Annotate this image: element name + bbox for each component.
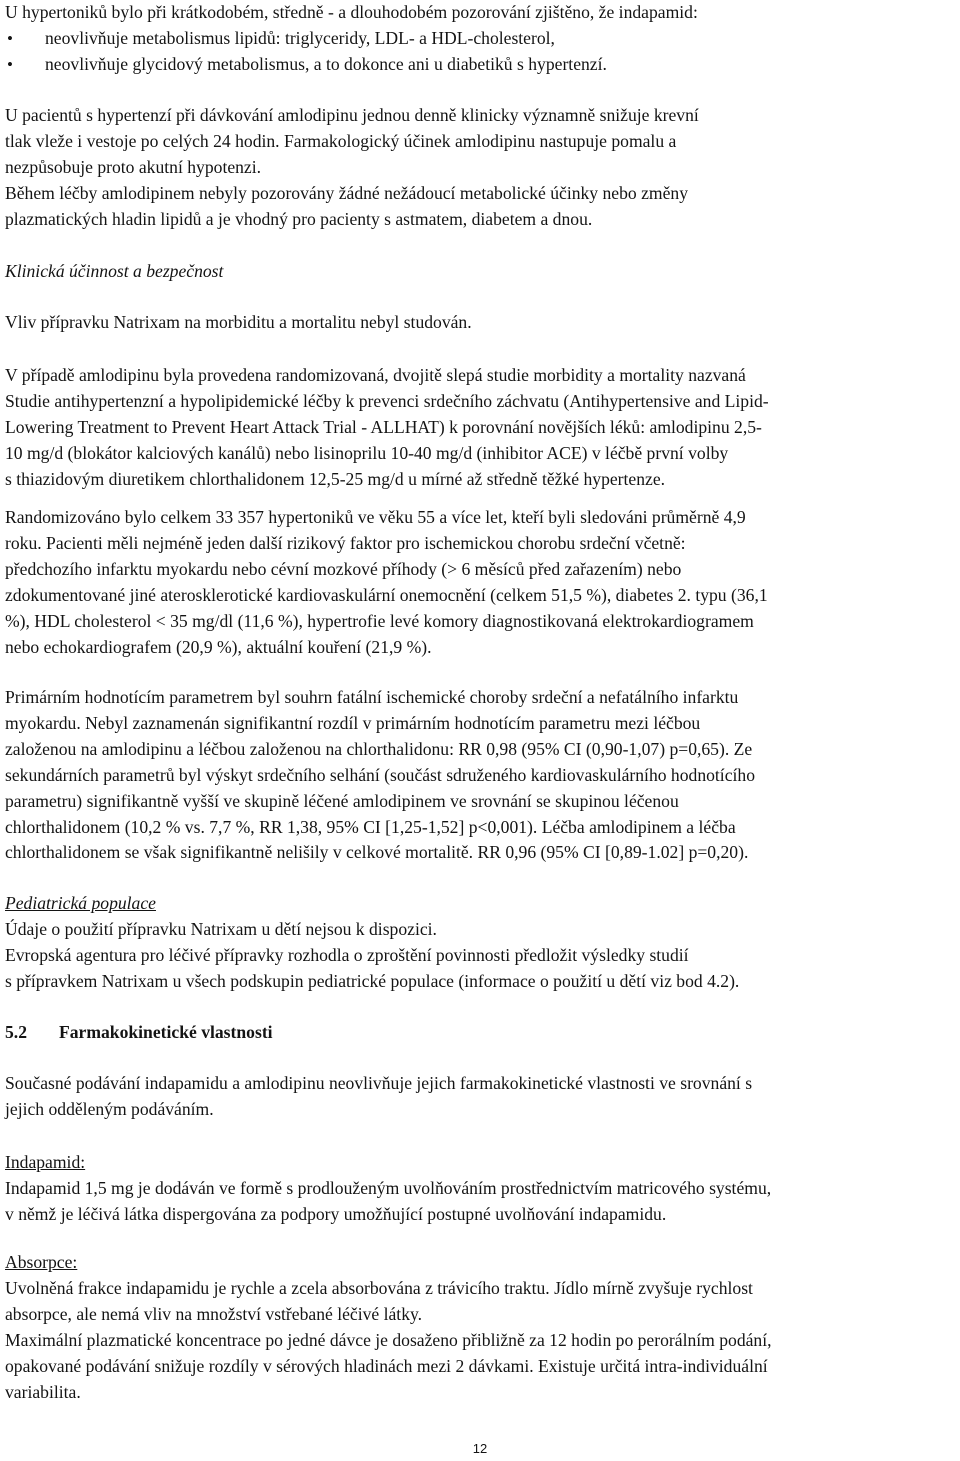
paragraph-line: tlak vleže i vestoje po celých 24 hodin. Farmakologický účinek amlodipinu nastupuje pomalu a	[5, 130, 677, 151]
allhat-paragraph	[5, 363, 955, 493]
paragraph-line: Lowering Treatment to Prevent Heart Attack Trial - ALLHAT) k porovnání novějších léků: amlodipinu 2,5-	[5, 416, 762, 437]
paragraph-line: plazmatických hladin lipidů a je vhodný pro pacienty s astmatem, diabetem a dnou.	[5, 208, 593, 229]
section-title: Farmakokinetické vlastnosti	[59, 1022, 273, 1042]
bullet-lipids: • neovlivňuje metabolismus lipidů: triglyceridy, LDL- a HDL-cholesterol,	[5, 26, 955, 52]
paragraph-line: založenou na amlodipinu a léčbou založenou na chlorthalidonu: RR 0,98 (95% CI (0,90-1,07) p=0,65). Ze	[5, 738, 753, 759]
indapamid-section	[5, 1150, 955, 1228]
pediatric-section-title: Pediatrická populace	[5, 893, 156, 913]
paragraph-line: U pacientů s hypertenzí při dávkování amlodipinu jednou denně klinicky významně snižuje krevní	[5, 105, 699, 125]
paragraph-line: jejich odděleným podáváním.	[5, 1098, 214, 1119]
section-5-2-heading	[5, 1020, 955, 1046]
paragraph-line: nezpůsobuje proto akutní hypotenzi.	[5, 156, 262, 177]
paragraph-line: roku. Pacienti měli nejméně jeden další rizikový faktor pro ischemickou chorobu srdeční včetně:	[5, 532, 686, 553]
paragraph-line: s thiazidovým diuretikem chlorthalidonem 12,5-25 mg/d u mírné až středně těžké hypertenze.	[5, 468, 666, 489]
paragraph-line: Maximální plazmatické koncentrace po jedné dávce je dosaženo přibližně za 12 hodin po perorálním podání,	[5, 1329, 772, 1350]
section-number: 5.2	[5, 1022, 27, 1042]
paragraph-line: zdokumentované jiné aterosklerotické kardiovaskulární onemocnění (celkem 51,5 %), diabetes 2. typu (36,1	[5, 584, 768, 605]
randomized-paragraph	[5, 505, 955, 660]
amlodipine-paragraph	[5, 103, 955, 233]
paragraph-line: sekundárních parametrů byl výskyt srdečního selhání (součást sdruženého kardiovaskulárního hodnotícího	[5, 764, 755, 785]
paragraph-line: Primárním hodnotícím parametrem byl souhrn fatální ischemické choroby srdeční a nefatálního infarktu	[5, 687, 739, 707]
paragraph-line: Evropská agentura pro léčivé přípravky rozhodla o zproštění povinnosti předložit výsledky studií	[5, 944, 689, 965]
indapamid-section-title: Indapamid:	[5, 1152, 86, 1172]
paragraph-line: Současné podávání indapamidu a amlodipinu neovlivňuje jejich farmakokinetické vlastnosti ve srovnání s	[5, 1073, 753, 1093]
pediatric-section	[5, 891, 955, 995]
paragraph-line: V případě amlodipinu byla provedena randomizovaná, dvojitě slepá studie morbidity a mortality nazvaná	[5, 365, 746, 385]
primary-endpoint-paragraph	[5, 685, 955, 866]
paragraph-line: myokardu. Nebyl zaznamenán signifikantní rozdíl v primárním hodnotícím parametru mezi léčbou	[5, 712, 701, 733]
paragraph-line: Studie antihypertenzní a hypolipidemické léčby k prevenci srdečního záchvatu (Antihypertensive and Lipid-	[5, 390, 769, 411]
paragraph-line: opakované podávání snižuje rozdíly v sérových hladinách mezi 2 dávkami. Existuje určitá intra-individuální	[5, 1355, 768, 1376]
intro-block	[5, 0, 955, 78]
paragraph-line: chlorthalidonem se však signifikantně nelišily v celkové mortalitě. RR 0,96 (95% CI [0,89-1.02] p=0,20).	[5, 842, 749, 863]
page-number: 12	[472, 1441, 488, 1456]
paragraph-line: Během léčby amlodipinem nebyly pozorovány žádné nežádoucí metabolické účinky nebo změny	[5, 182, 688, 203]
paragraph-line: Uvolněná frakce indapamidu je rychle a zcela absorbována z trávicího traktu. Jídlo mírně zvyšuje rychlost	[5, 1277, 753, 1298]
clinical-section-title: Klinická účinnost a bezpečnost	[5, 261, 224, 281]
paragraph-line: Randomizováno bylo celkem 33 357 hypertoniků ve věku 55 a více let, kteří byli sledováni průměrně 4,9	[5, 507, 746, 527]
pk-intro-paragraph	[5, 1071, 955, 1123]
intro-line: U hypertoniků bylo při krátkodobém, středně - a dlouhodobém pozorování zjištěno, že indapamid:	[5, 2, 698, 22]
paragraph-line: nebo echokardiografem (20,9 %), aktuální kouření (21,9 %).	[5, 636, 432, 657]
bullet-glycid: • neovlivňuje glycidový metabolismus, a to dokonce ani u diabetiků s hypertenzí.	[5, 52, 955, 78]
absorpce-section-title: Absorpce:	[5, 1252, 78, 1272]
paragraph-line: 10 mg/d (blokátor kalciových kanálů) nebo lisinoprilu 10-40 mg/d (inhibitor ACE) v léčbě první volby	[5, 442, 729, 463]
paragraph-line: Indapamid 1,5 mg je dodáván ve formě s prodlouženým uvolňováním prostřednictvím matricového systému,	[5, 1177, 772, 1198]
paragraph-line: Údaje o použití přípravku Natrixam u dětí nejsou k dispozici.	[5, 918, 437, 939]
paragraph-line: s přípravkem Natrixam u všech podskupin pediatrické populace (informace o použití u dětí viz bod 4.2).	[5, 970, 740, 991]
paragraph-line: v němž je léčivá látka dispergována za podpory umožňující postupné uvolňování indapamidu.	[5, 1203, 667, 1224]
paragraph-line: předchozího infarktu myokardu nebo cévní mozkové příhody (> 6 měsíců před zařazením) nebo	[5, 558, 682, 579]
paragraph-line: chlorthalidonem (10,2 % vs. 7,7 %, RR 1,38, 95% CI [1,25-1,52] p<0,001). Léčba amlodipinem a léčba	[5, 816, 736, 837]
clinical-section-line: Vliv přípravku Natrixam na morbiditu a mortalitu nebyl studován.	[5, 312, 472, 332]
paragraph-line: variabilita.	[5, 1381, 81, 1402]
absorpce-section	[5, 1250, 955, 1405]
paragraph-line: parametru) signifikantně vyšší ve skupině léčené amlodipinem ve srovnání se skupinou léčenou	[5, 790, 679, 811]
paragraph-line: %), HDL cholesterol < 35 mg/dl (11,6 %), hypertrofie levé komory diagnostikovaná elektrokardiogramem	[5, 610, 754, 631]
paragraph-line: absorpce, ale nemá vliv na množství vstřebané léčivé látky.	[5, 1303, 423, 1324]
